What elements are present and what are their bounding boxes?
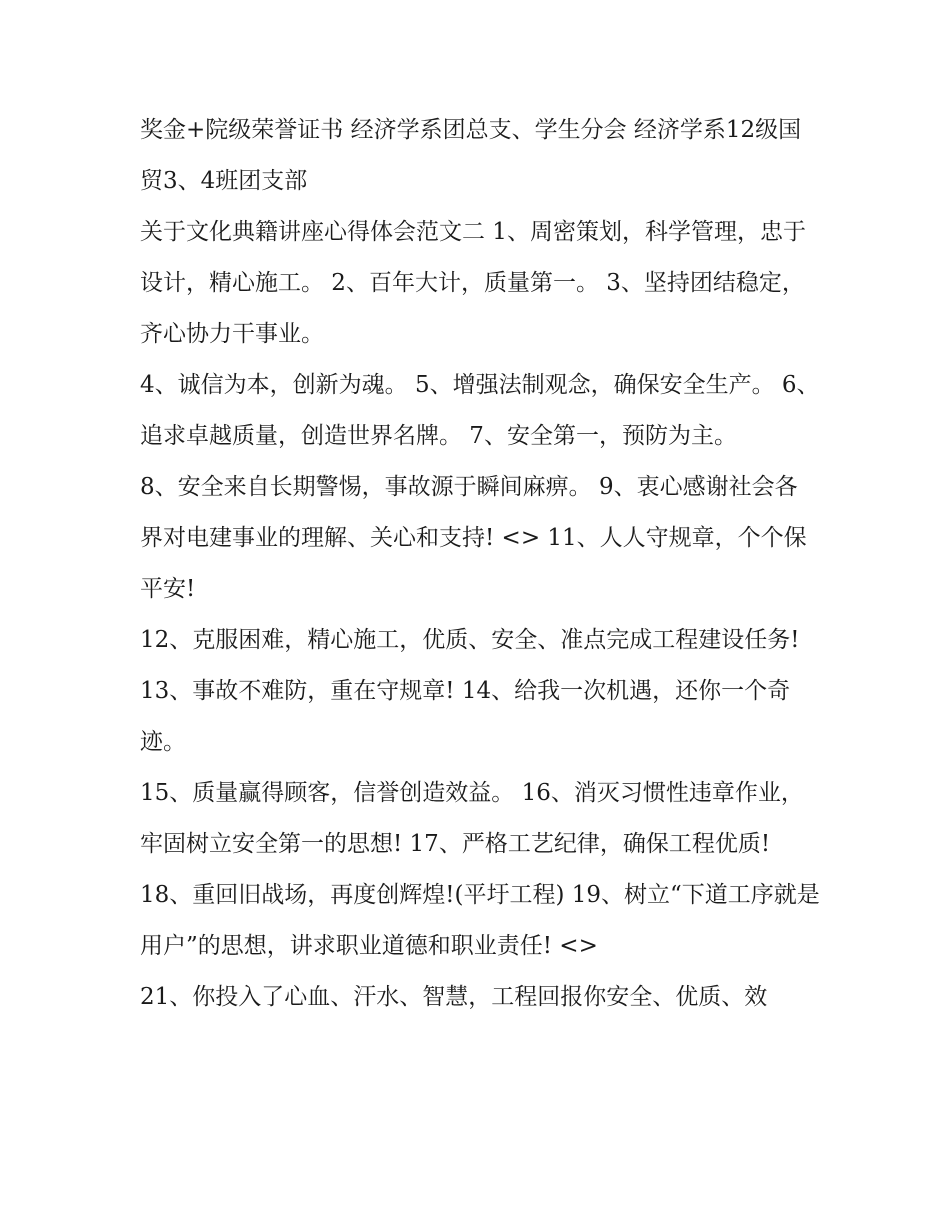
paragraph-2: 关于文化典籍讲座心得体会范文二 1、周密策划，科学管理，忠于设计，精心施工。 2、百年大计，质量第一。 3、坚持团结稳定，齐心协力干事业。 xyxy=(140,219,806,347)
paragraph-7: 18、重回旧战场，再度创辉煌!(平圩工程) 19、树立“下道工序就是用户”的思想，讲求职业道德和职业责任! <> xyxy=(140,882,820,959)
paragraph-5: 12、克服困难，精心施工，优质、安全、准点完成工程建设任务! 13、事故不难防，重在守规章! 14、给我一次机遇，还你一个奇迹。 xyxy=(140,627,800,755)
paragraph-1: 奖金+院级荣誉证书 经济学系团总支、学生分会 经济学系12级国贸3、4班团支部 xyxy=(140,117,802,194)
paragraph-8: 21、你投入了心血、汗水、智慧，工程回报你安全、优质、效 xyxy=(140,984,768,1010)
document-body xyxy=(140,105,820,1023)
paragraph-6: 15、质量赢得顾客，信誉创造效益。 16、消灭习惯性违章作业，牢固树立安全第一的思想! 17、严格工艺纪律，确保工程优质! xyxy=(140,780,804,857)
paragraph-3: 4、诚信为本，创新为魂。 5、增强法制观念，确保安全生产。 6、追求卓越质量，创造世界名牌。 7、安全第一，预防为主。 xyxy=(140,372,820,449)
paragraph-4: 8、安全来自长期警惕，事故源于瞬间麻痹。 9、衷心感谢社会各界对电建事业的理解、关心和支持! <> 11、人人守规章，个个保平安! xyxy=(140,474,807,602)
